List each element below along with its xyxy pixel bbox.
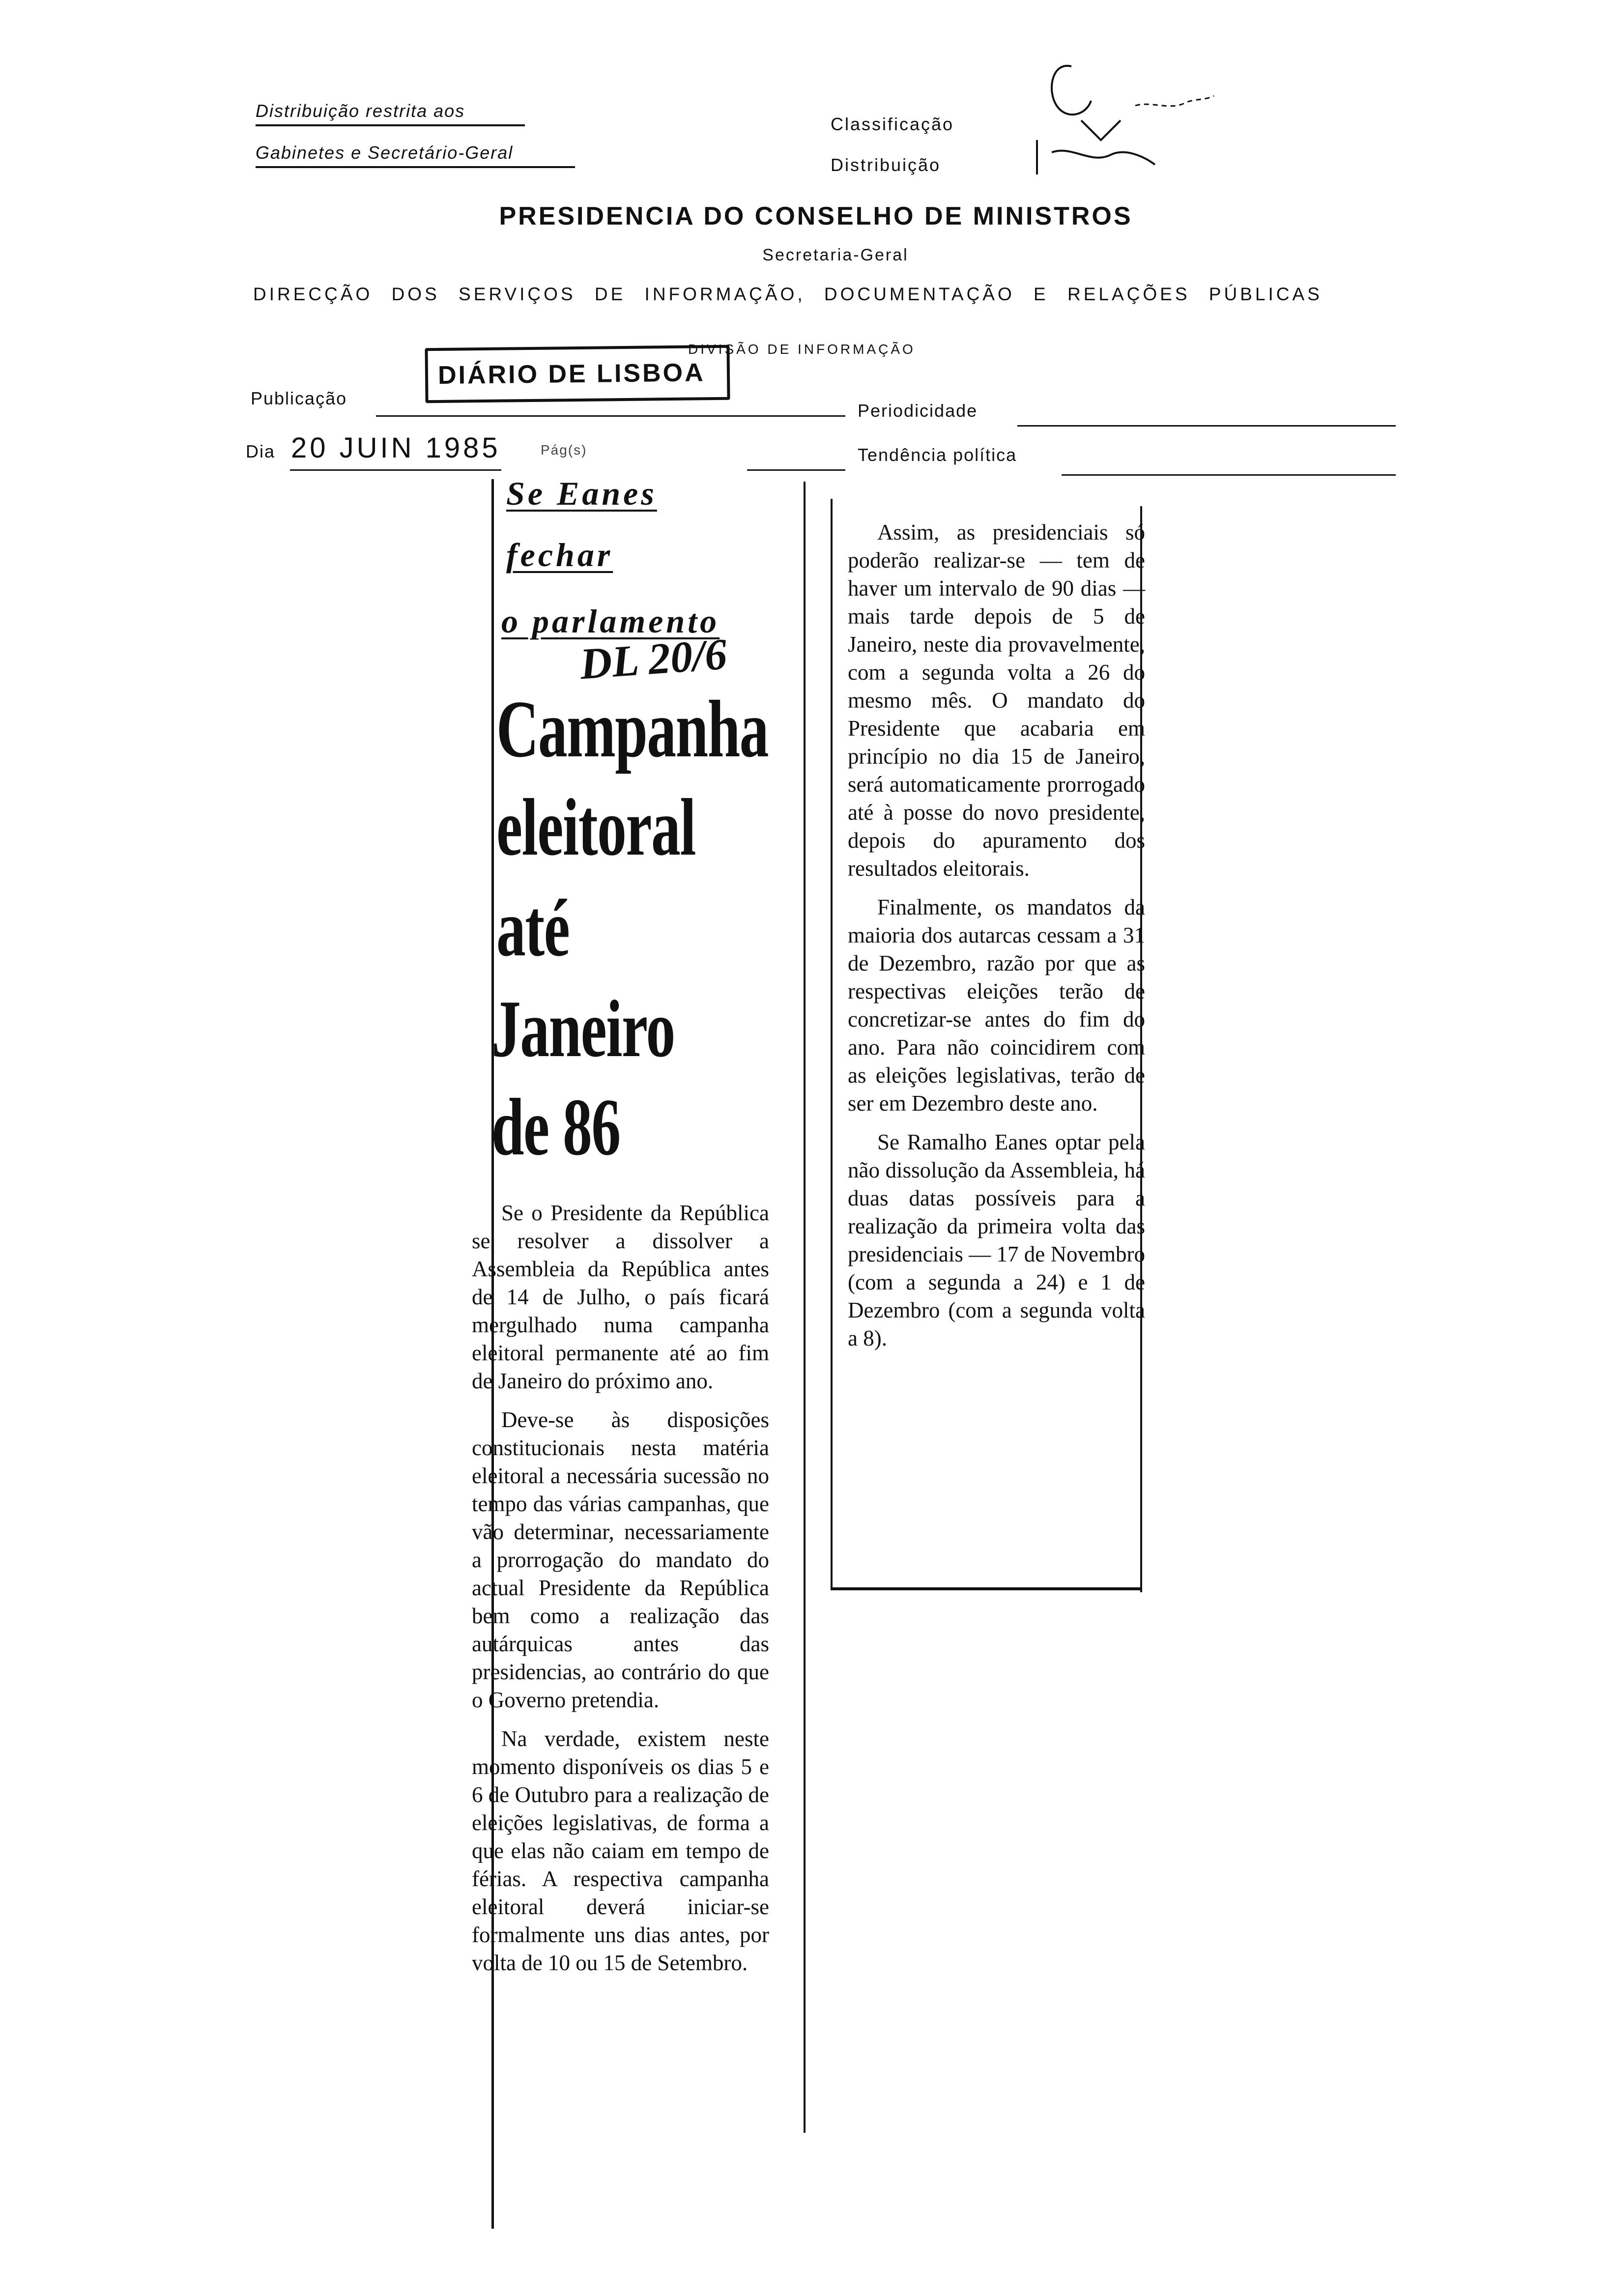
headline-line1: Campanha (496, 684, 769, 774)
handwritten-initials (1008, 47, 1263, 184)
right-column-body (848, 518, 1145, 1363)
distribution-note-line1: Distribuição restrita aos (256, 101, 525, 126)
tendencia-label: Tendência política (858, 445, 1017, 465)
clipping-column-divider (804, 482, 806, 2133)
headline-line3: até (496, 883, 570, 973)
dia-date-stamp: 20 JUIN 1985 (291, 432, 501, 464)
headline-line2: eleitoral (496, 782, 696, 872)
left-paragraph-1: Se o Presidente da República se resolver a dissolver a Assembleia da República antes de 14 de Julho, o país ficará mergulhado numa campanha eleitoral permanente até ao fim de Janeiro do próximo ano. (472, 1201, 769, 1393)
dia-label: Dia (246, 441, 276, 461)
secretaria-subtitle: Secretaria-Geral (762, 246, 909, 264)
dia-rule (290, 469, 501, 471)
left-paragraph-2: Deve-se às disposições constitucionais nesta matéria eleitoral a necessária sucessão no tempo das várias campanhas, que vão determinar, necessariamente a prorrogação do mandato do actual Presidente da República bem como a realização das autárquicas antes das presidencias, ao contrário do que o Governo pretendia. (472, 1407, 769, 1712)
pags-rule (747, 469, 845, 471)
publicacao-rule (376, 415, 845, 417)
kicker-line2: fechar (506, 536, 613, 574)
right-paragraph-2: Finalmente, os mandatos da maioria dos autarcas cessam a 31 de Dezembro, razão por que as respectivas eleições terão de concretizar-se antes do fim do ano. Para não coincidirem com as eleições legislativas, terão de ser em Dezembro deste ano. (848, 895, 1145, 1116)
right-clip-left-edge (831, 499, 833, 1590)
distribuicao-label: Distribuição (831, 155, 941, 175)
pags-label: Pág(s) (541, 442, 587, 458)
divisao-line: DIVISÃO DE INFORMAÇÃO (688, 342, 916, 357)
left-column-body (472, 1199, 769, 1988)
kicker-line3: o parlamento (501, 603, 720, 640)
publicacao-stamp: DIÁRIO DE LISBOA (425, 345, 730, 403)
headline-line4: Janeiro (491, 983, 675, 1074)
left-paragraph-3: Na verdade, existem neste momento disponíveis os dias 5 e 6 de Outubro para a realização de eleições legislativas, de forma a que elas não caiam em tempo de férias. A respectiva campanha eleitoral deverá iniciar-se formalmente uns dias antes, por volta de 10 ou 15 de Setembro. (472, 1726, 769, 1975)
publicacao-label: Publicação (251, 388, 347, 408)
institution-title: PRESIDENCIA DO CONSELHO DE MINISTROS (499, 202, 1133, 230)
right-clip-bottom-edge (831, 1587, 1142, 1590)
tendencia-rule (1062, 474, 1396, 476)
kicker-line1: Se Eanes (506, 475, 657, 512)
periodicidade-label: Periodicidade (858, 401, 978, 421)
handwritten-annotation: DL 20/6 (578, 630, 729, 689)
right-paragraph-1: Assim, as presidenciais só poderão realizar-se — tem de haver um intervalo de 90 dias — mais tarde depois de 5 de Janeiro, neste dia provavelmente, com a segunda volta a 26 do mesmo mês. O mandato do Presidente que acabaria em princípio no dia 15 de Janeiro, será automaticamente prorrogado até à posse do novo presidente, depois do apuramento dos resultados eleitorais. (848, 520, 1145, 881)
classificacao-label: Classificação (831, 114, 954, 134)
direccao-line: DIRECÇÃO DOS SERVIÇOS DE INFORMAÇÃO, DOCUMENTAÇÃO E RELAÇÕES PÚBLICAS (253, 284, 1323, 304)
distribution-note-line2: Gabinetes e Secretário-Geral (256, 143, 575, 168)
right-paragraph-3: Se Ramalho Eanes optar pela não dissolução da Assembleia, há duas datas possíveis para a realização da primeira volta das presidenciais — 17 de Novembro (com a segunda a 24) e 1 de Dezembro (com a segunda volta a 8). (848, 1130, 1145, 1350)
headline-line5: de 86 (491, 1082, 620, 1172)
periodicidade-rule (1017, 425, 1396, 427)
